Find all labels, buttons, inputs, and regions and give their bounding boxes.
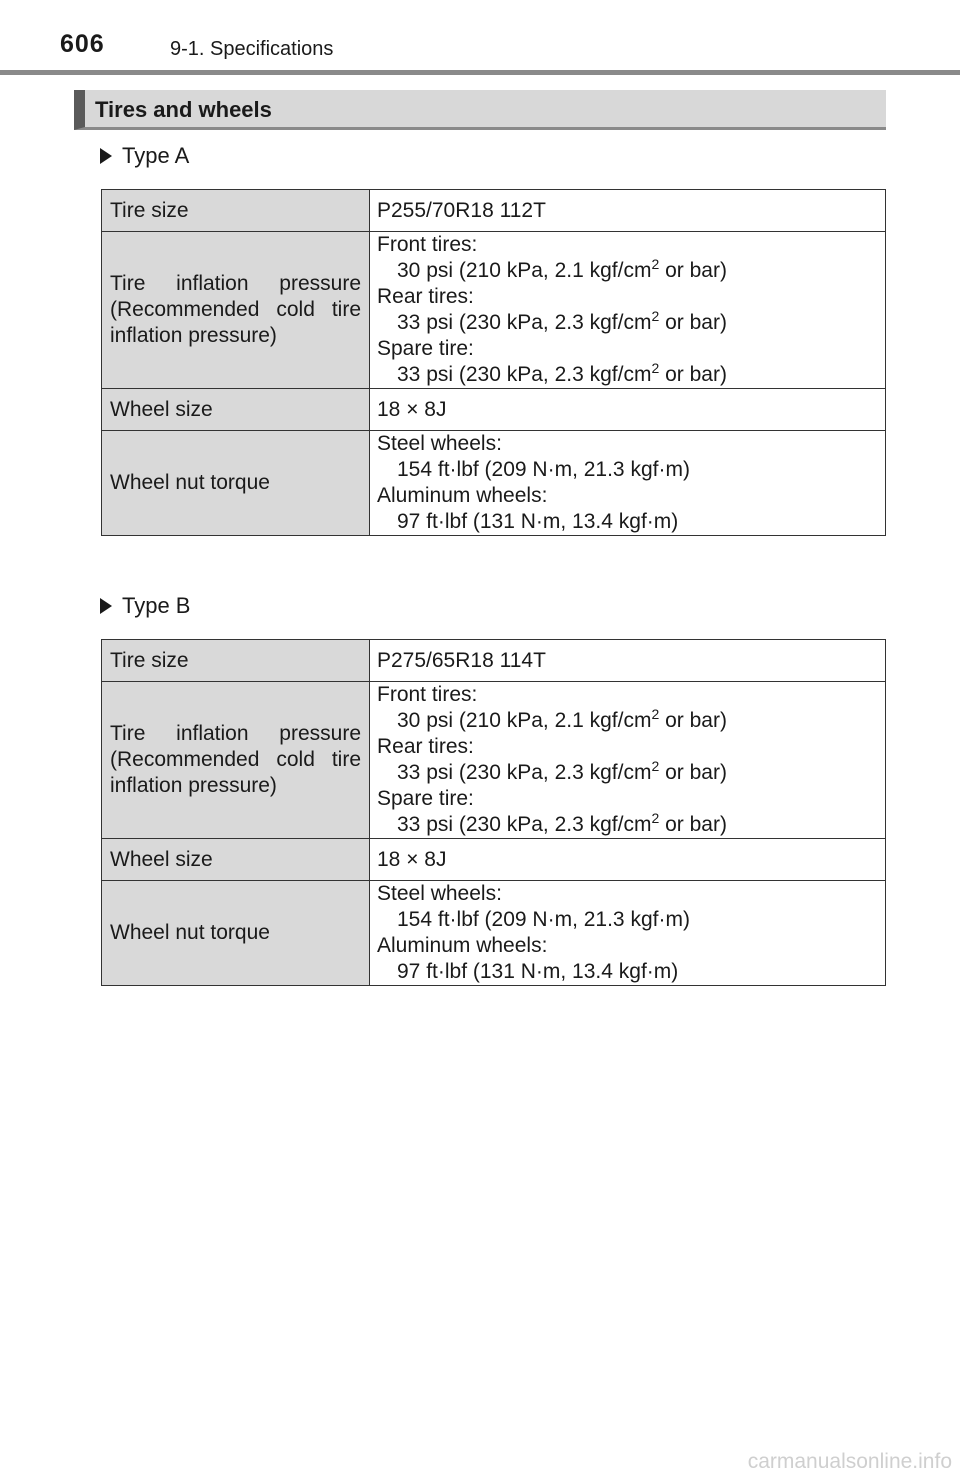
table-row (102, 190, 886, 232)
table-row (102, 389, 886, 431)
inflation-value (370, 232, 886, 389)
type-label-text: Type A (122, 143, 190, 168)
wheel-nut-torque-value (370, 431, 886, 536)
front-tires-value: 30 psi (210 kPa, 2.1 kgf/$cm^2$ or bar) (397, 256, 727, 282)
table-row (102, 232, 886, 389)
page-number: 606 (60, 30, 105, 58)
section-heading (74, 90, 886, 130)
wheel-nut-torque-label: Wheel nut torque (102, 431, 370, 536)
type-label-text: Type B (122, 593, 191, 618)
watermark: carmanualsonline.info (747, 1450, 952, 1473)
table-row (102, 881, 886, 986)
front-tires-value: 30 psi (210 kPa, 2.1 kgf/$cm^2$ or bar) (397, 706, 727, 732)
tire-size-label: Tire size (102, 640, 370, 682)
wheel-nut-torque-value (370, 881, 886, 986)
tire-size-label: Tire size (102, 190, 370, 232)
inflation-value (370, 682, 886, 839)
table-row (102, 431, 886, 536)
chapter-title: 9-1. Specifications (170, 38, 334, 60)
triangle-bullet-icon (100, 598, 112, 614)
steel-wheels-value: 154 ft·lbf (209 N·m, 21.3 kgf·m) (397, 908, 690, 931)
steel-wheels-value: 154 ft·lbf (209 N·m, 21.3 kgf·m) (397, 458, 690, 481)
spec-table-type-a (101, 189, 886, 536)
rear-tires-label: Rear tires: (377, 285, 474, 308)
table-row (102, 682, 886, 839)
page-header (0, 0, 960, 76)
inflation-label: Tire inflation pressure (Recommended cold tire inflation pressure) (102, 682, 370, 839)
aluminum-wheels-value: 97 ft·lbf (131 N·m, 13.4 kgf·m) (397, 510, 679, 533)
spec-table-type-b (101, 639, 886, 986)
header-divider (0, 70, 960, 75)
table-row (102, 839, 886, 881)
tire-size-value: P275/65R18 114T (370, 640, 886, 682)
spare-tire-value: 33 psi (230 kPa, 2.3 kgf/$cm^2$ or bar) (397, 810, 727, 836)
rear-tires-label: Rear tires: (377, 735, 474, 758)
spare-tire-value: 33 psi (230 kPa, 2.3 kgf/$cm^2$ or bar) (397, 360, 727, 386)
tire-size-value: P255/70R18 112T (370, 190, 886, 232)
wheel-size-value: 18 × 8J (370, 389, 886, 431)
steel-wheels-label: Steel wheels: (377, 432, 502, 455)
wheel-size-value: 18 × 8J (370, 839, 886, 881)
wheel-size-label: Wheel size (102, 389, 370, 431)
spare-tire-label: Spare tire: (377, 337, 474, 360)
aluminum-wheels-label: Aluminum wheels: (377, 934, 548, 957)
aluminum-wheels-label: Aluminum wheels: (377, 484, 548, 507)
steel-wheels-label: Steel wheels: (377, 882, 502, 905)
table-row (102, 640, 886, 682)
rear-tires-value: 33 psi (230 kPa, 2.3 kgf/$cm^2$ or bar) (397, 758, 727, 784)
type-a-label (100, 143, 189, 169)
rear-tires-value: 33 psi (230 kPa, 2.3 kgf/$cm^2$ or bar) (397, 308, 727, 334)
type-b-label (100, 593, 190, 619)
wheel-size-label: Wheel size (102, 839, 370, 881)
front-tires-label: Front tires: (377, 683, 478, 706)
triangle-bullet-icon (100, 148, 112, 164)
spare-tire-label: Spare tire: (377, 787, 474, 810)
wheel-nut-torque-label: Wheel nut torque (102, 881, 370, 986)
inflation-label: Tire inflation pressure (Recommended cold tire inflation pressure) (102, 232, 370, 389)
aluminum-wheels-value: 97 ft·lbf (131 N·m, 13.4 kgf·m) (397, 960, 679, 983)
section-title: Tires and wheels (95, 97, 272, 122)
front-tires-label: Front tires: (377, 233, 478, 256)
